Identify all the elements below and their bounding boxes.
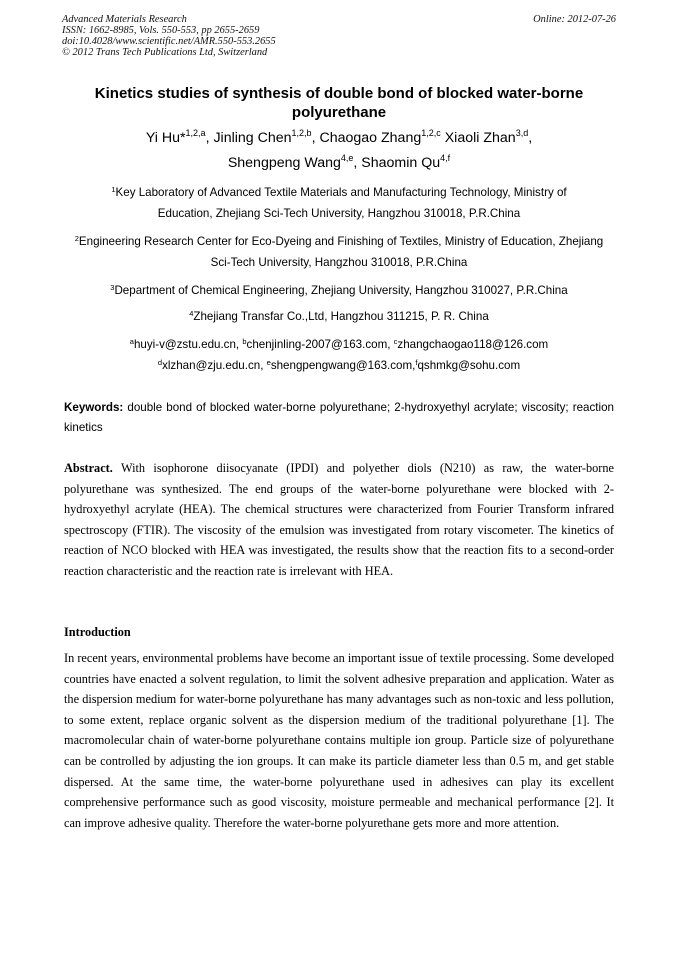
email-link[interactable]: xlzhan@zju.edu.cn,	[162, 359, 267, 372]
keywords-text: double bond of blocked water-borne polyurethane; 2-hydroxyethyl acrylate; viscosity; reaction kinetics	[64, 401, 614, 434]
email-link[interactable]: shengpengwang@163.com,	[270, 359, 416, 372]
email-sup: d	[157, 358, 163, 367]
issn-line: ISSN: 1662-8985, Vols. 550-553, pp 2655-2659	[62, 25, 260, 36]
journal-name: Advanced Materials Research	[62, 14, 187, 25]
affiliation-text: Department of Chemical Engineering, Zhejiang University, Hangzhou 310027, P.R.China	[114, 284, 568, 297]
affiliation-1	[62, 182, 616, 224]
author-sep: ,	[528, 130, 533, 146]
affiliation-3	[62, 280, 616, 301]
abstract-label: Abstract.	[64, 461, 113, 475]
author-name: Shengpeng Wang	[227, 155, 341, 171]
introduction-paragraph: In recent years, environmental problems have become an important issue of textile processing. Some developed countries have enacted a solvent regulation, to limit the solvent adhesive preparation and application. Water as the dispersion medium for water-borne polyurethane has many advantages such as non-toxic and less pollution, to some extent, replace organic solvent as the dispersion medium of the traditional polyurethane [1]. The macromolecular chain of water-borne polyurethane contains multiple ion group. Particle size of polyurethane can be controlled by adjusting the ion groups. It can make its particle diameter less than 0.5 m, and get stable dispersed. At the same time, the water-borne polyurethane used in adhesives can play its excellent comprehensive performance such as good viscosity, moisture permeable and mechanical performance [2]. It can improve adhesive quality. Therefore the water-borne polyurethane gets more and more attention.	[64, 651, 614, 830]
author-sup: 1,2,c	[421, 128, 441, 138]
author-name: Shaomin Qu	[361, 155, 441, 171]
email-link[interactable]: zhangchaogao118@126.com	[397, 338, 549, 351]
affiliation-sup: 4	[189, 309, 194, 318]
email-link[interactable]: huyi-v@zstu.edu.cn,	[133, 338, 243, 351]
author-sup: 1,2,b	[291, 128, 312, 138]
section-heading-introduction: Introduction	[64, 625, 131, 639]
affiliation-sup: 3	[110, 283, 115, 292]
email-sup: e	[266, 358, 271, 367]
affiliation-text: Key Laboratory of Advanced Textile Materials and Manufacturing Technology, Ministry of Education, Zhejiang Sci-Tech University, Hangzhou 310018, P.R.China	[115, 186, 567, 220]
email-sup: c	[393, 337, 398, 346]
email-list	[62, 334, 616, 376]
author-name: Jinling Chen	[213, 130, 292, 146]
abstract-text: With isophorone diisocyanate (IPDI) and polyether diols (N210) as raw, the water-borne polyurethane was synthesized. The end groups of the water-borne polyurethane were blocked with 2-hydroxyethyl acrylate (HEA). The chemical structures were characterized from Fourier Transform infrared spectroscopy (FTIR). The viscosity of the emulsion was investigated from rotary viscometer. The kinetics of reaction of NCO blocked with HEA was investigated, the results show that the reaction fits to a second-order reaction characteristic and the reaction rate is irrelevant with HEA.	[64, 461, 614, 578]
author-line-1	[70, 126, 608, 151]
author-sep: ,	[353, 155, 362, 171]
affiliation-text: Engineering Research Center for Eco-Dyeing and Finishing of Textiles, Ministry of Education, Zhejiang Sci-Tech University, Hangzhou 310018, P.R.China	[78, 235, 604, 269]
author-sup: 3,d	[515, 128, 529, 138]
journal-header	[62, 14, 276, 58]
author-sep: ,	[205, 130, 214, 146]
author-sep: ,	[311, 130, 320, 146]
affiliation-4	[62, 306, 616, 327]
author-sup: 1,2,a	[185, 128, 206, 138]
email-link[interactable]: chenjinling-2007@163.com,	[246, 338, 394, 351]
author-line-2	[70, 151, 608, 176]
email-link[interactable]: qshmkg@sohu.com	[417, 359, 521, 372]
affiliation-2	[62, 231, 616, 273]
paper-title: Kinetics studies of synthesis of double bond of blocked water-borne polyurethane	[94, 85, 584, 121]
keywords-label: Keywords:	[64, 401, 124, 414]
keywords-paragraph	[64, 398, 614, 438]
email-sup: b	[242, 337, 247, 346]
email-sup: f	[415, 358, 418, 367]
email-line-1	[62, 334, 616, 355]
abstract-paragraph	[64, 458, 614, 581]
affiliation-text: Zhejiang Transfar Co.,Ltd, Hangzhou 311215, P. R. China	[193, 310, 489, 323]
author-name: Yi Hu*	[145, 130, 186, 146]
online-date: Online: 2012-07-26	[533, 14, 616, 25]
copyright-line: © 2012 Trans Tech Publications Ltd, Switzerland	[62, 47, 268, 58]
doi-line[interactable]: doi:10.4028/www.scientific.net/AMR.550-553.2655	[62, 36, 276, 47]
affiliation-sup: 1	[111, 185, 116, 194]
author-name: Xiaoli Zhan	[444, 130, 516, 146]
email-line-2	[62, 355, 616, 376]
author-list	[70, 126, 608, 176]
affiliation-sup: 2	[74, 234, 79, 243]
author-sup: 4,e	[340, 153, 354, 163]
email-sup: a	[129, 337, 134, 346]
author-sup: 4,f	[440, 153, 451, 163]
author-name: Chaogao Zhang	[319, 130, 422, 146]
